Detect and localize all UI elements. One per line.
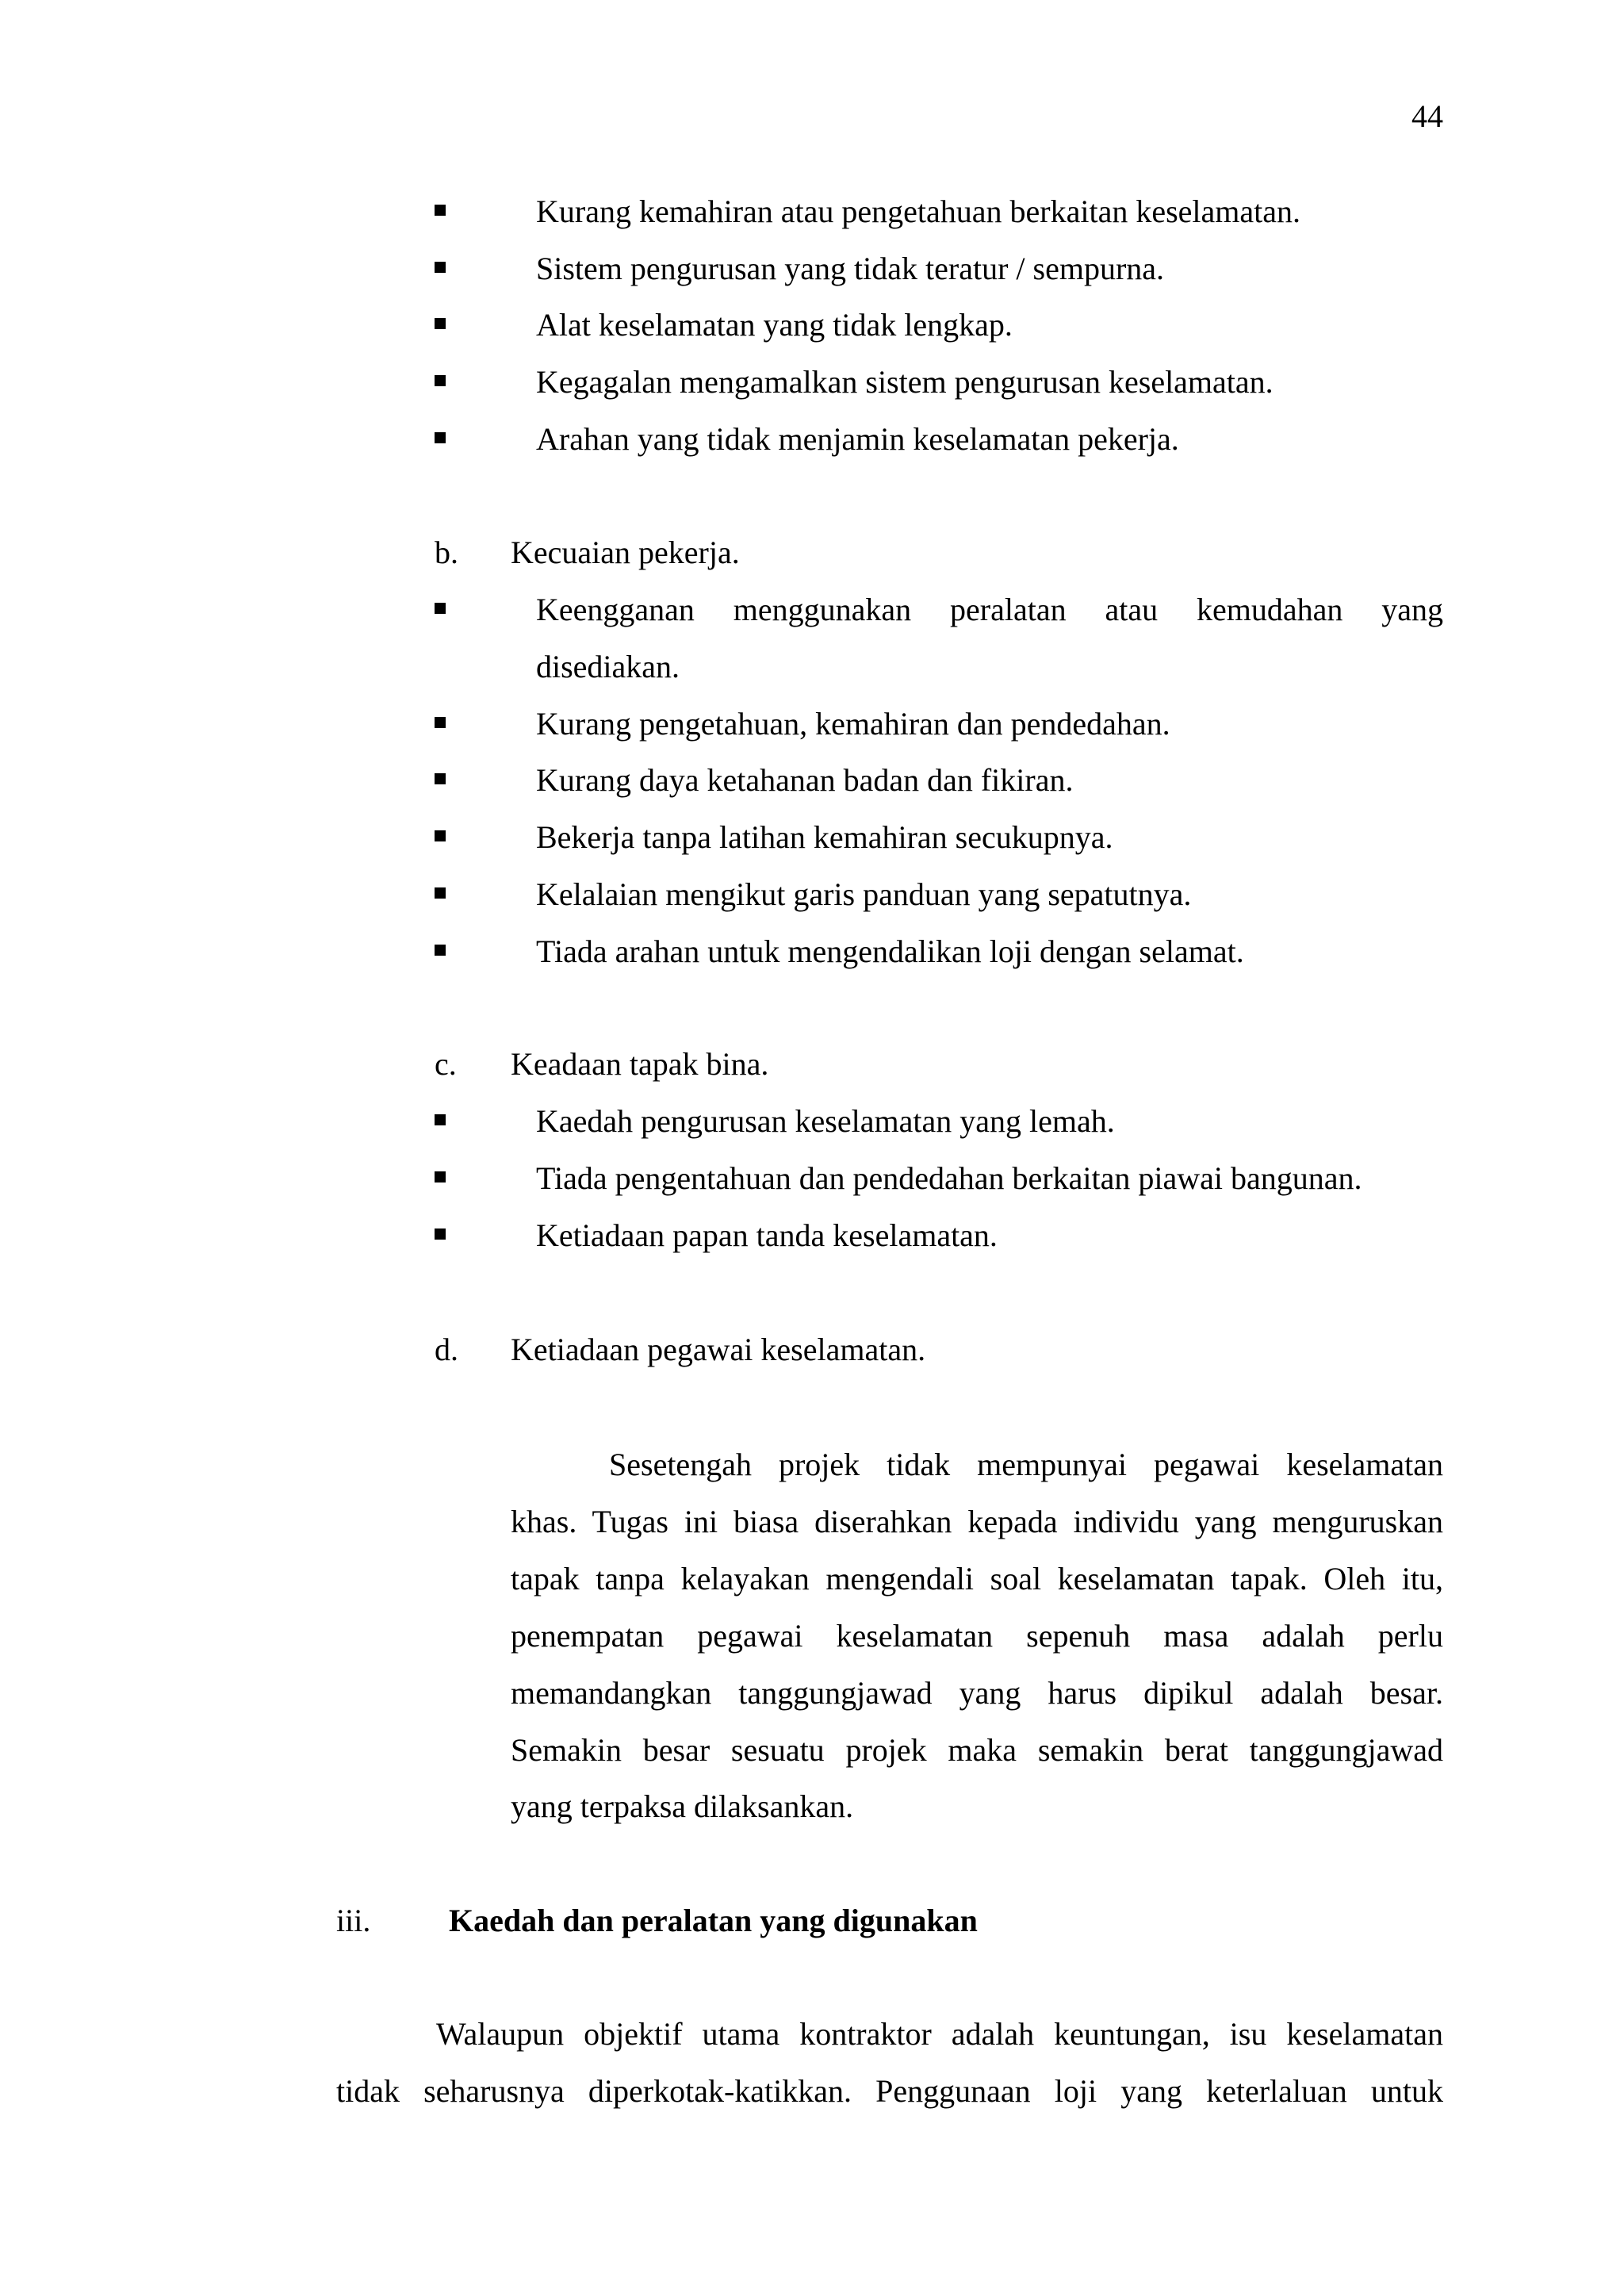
list-item: Kegagalan mengamalkan sistem pengurusan keselamatan. [536,364,1274,400]
list-item: Keengganan menggunakan peralatan atau kemudahan yang [536,592,1443,627]
bullet-icon [435,603,446,614]
bullet-icon [435,375,446,386]
paragraph-line: memandangkan tanggungjawad yang harus dipikul adalah besar. [511,1675,1443,1711]
list-item: Sistem pengurusan yang tidak teratur / sempurna. [536,251,1165,286]
paragraph-line: tapak tanpa kelayakan mengendali soal keselamatan tapak. Oleh itu, [511,1561,1443,1596]
section-iii-marker: iii. [336,1903,371,1938]
list-item: Kaedah pengurusan keselamatan yang lemah. [536,1103,1115,1139]
bullet-icon [435,1228,446,1240]
list-item: Tiada pengentahuan dan pendedahan berkaitan piawai bangunan. [536,1160,1362,1196]
list-item: Alat keselamatan yang tidak lengkap. [536,307,1013,343]
bullet-icon [435,1171,446,1182]
section-b-marker: b. [435,535,458,570]
list-item: Bekerja tanpa latihan kemahiran secukupnya. [536,819,1113,855]
bullet-icon [435,717,446,728]
paragraph-line: Sesetengah projek tidak mempunyai pegawai keselamatan [609,1447,1443,1482]
paragraph-line: tidak seharusnya diperkotak-katikkan. Penggunaan loji yang keterlaluan untuk [336,2073,1443,2109]
list-item: Ketiadaan papan tanda keselamatan. [536,1217,998,1253]
list-item-continuation: disediakan. [536,649,680,684]
paragraph-line: Semakin besar sesuatu projek maka semakin berat tanggungjawad [511,1732,1443,1768]
section-c-title: Keadaan tapak bina. [511,1046,769,1082]
paragraph-line: khas. Tugas ini biasa diserahkan kepada individu yang menguruskan [511,1504,1443,1539]
section-iii-heading: Kaedah dan peralatan yang digunakan [449,1903,978,1938]
list-item: Tiada arahan untuk mengendalikan loji dengan selamat. [536,933,1244,969]
section-c-marker: c. [435,1046,457,1082]
paragraph-line: Walaupun objektif utama kontraktor adalah keuntungan, isu keselamatan [436,2016,1443,2052]
bullet-icon [435,205,446,216]
bullet-icon [435,262,446,273]
section-d-marker: d. [435,1332,458,1367]
list-item: Kurang kemahiran atau pengetahuan berkaitan keselamatan. [536,194,1301,229]
paragraph-line: yang terpaksa dilaksankan. [511,1788,854,1824]
bullet-icon [435,432,446,443]
bullet-icon [435,945,446,956]
paragraph-line: penempatan pegawai keselamatan sepenuh masa adalah perlu [511,1618,1443,1654]
bullet-icon [435,318,446,329]
list-item: Kurang daya ketahanan badan dan fikiran. [536,762,1074,798]
bullet-icon [435,1114,446,1125]
bullet-icon [435,773,446,784]
section-d-title: Ketiadaan pegawai keselamatan. [511,1332,926,1367]
bullet-icon [435,887,446,899]
list-item: Kelalaian mengikut garis panduan yang sepatutnya. [536,876,1192,912]
list-item: Arahan yang tidak menjamin keselamatan pekerja. [536,421,1179,457]
list-item: Kurang pengetahuan, kemahiran dan pendedahan. [536,706,1170,742]
section-b-title: Kecuaian pekerja. [511,535,740,570]
bullet-icon [435,830,446,841]
page-number: 44 [1411,98,1443,134]
